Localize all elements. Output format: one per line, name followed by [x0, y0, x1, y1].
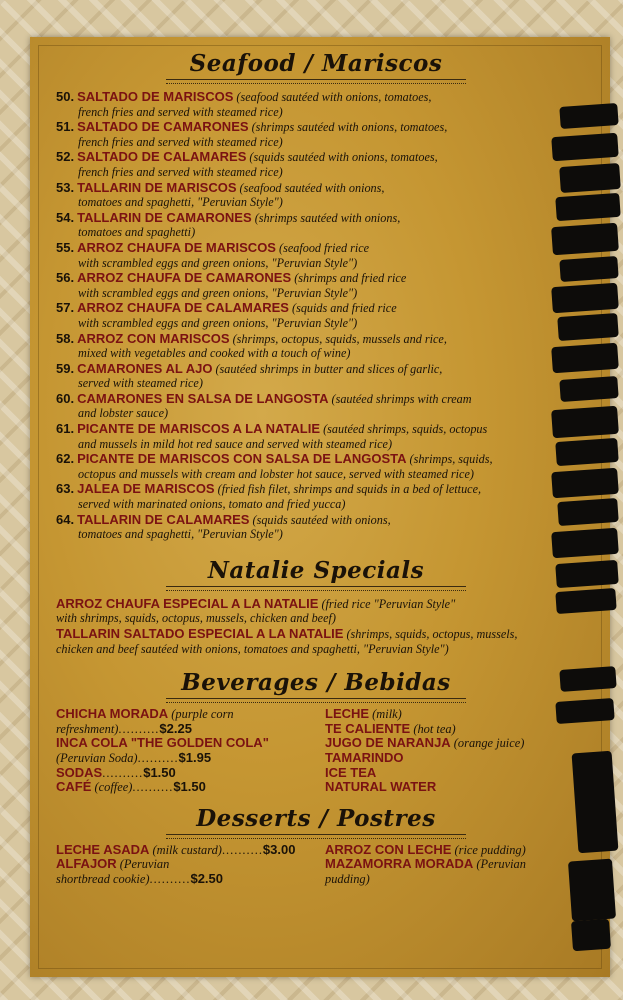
drink-item [56, 857, 307, 886]
item-number: 50. [56, 89, 75, 104]
item-description-cont: served with marinated onions, tomato and fried yucca) [78, 497, 346, 512]
item-name: TALLARIN DE CAMARONES [77, 209, 252, 225]
item-name: TALLARIN SALTADO ESPECIAL A LA NATALIE [56, 626, 344, 641]
item-name: ARROZ CON LECHE [325, 841, 452, 857]
menu-item [56, 513, 576, 542]
item-description: (Peruvian [476, 857, 526, 872]
beverages-right-column [325, 707, 576, 795]
desserts-title-text: Desserts / Postres [196, 804, 436, 832]
item-name: ALFAJOR [56, 856, 117, 872]
item-description-cont: served with steamed rice) [78, 376, 203, 391]
specials-list [56, 597, 576, 656]
item-name: SODAS [56, 764, 103, 780]
item-description: (shrimps sautéed with onions, [254, 210, 401, 225]
special-item [56, 597, 576, 626]
menu-item [56, 301, 576, 330]
marker-stroke [551, 133, 619, 162]
item-description: (shrimps and fried rice [294, 271, 407, 286]
special-item [56, 627, 576, 656]
item-name: TALLARIN DE MARISCOS [77, 179, 237, 195]
item-description-cont: chicken and beef sautéed with onions, tomatoes and spaghetti, "Peruvian Style") [56, 641, 449, 656]
item-description: (milk) [372, 707, 402, 722]
item-name: ARROZ CHAUFA DE CAMARONES [77, 270, 292, 286]
marker-stroke [572, 751, 619, 854]
item-description: (seafood sautéed with onions, tomatoes, [236, 90, 432, 104]
item-description: (squids sautéed with onions, tomatoes, [249, 150, 438, 165]
item-name: SALTADO DE CAMARONES [77, 119, 249, 135]
marker-stroke [557, 498, 619, 526]
item-description: (orange juice) [453, 736, 525, 751]
marker-stroke [551, 343, 619, 374]
item-price: $1.50 [173, 779, 206, 795]
menu-content [56, 50, 576, 887]
item-number: 57. [56, 300, 75, 316]
item-description: (shrimps, squids, [409, 452, 493, 467]
desserts-left-column [56, 843, 307, 887]
item-description: (fried fish filet, shrimps and squids in a bed of lettuce, [217, 482, 482, 497]
menu-item [56, 181, 576, 210]
item-name: TE CALIENTE [325, 720, 411, 736]
item-name: ARROZ CHAUFA DE CALAMARES [77, 300, 289, 316]
item-name: TALLARIN DE CALAMARES [77, 511, 250, 527]
item-description: (purple corn [171, 707, 234, 722]
item-description: (sautéed shrimps in butter and slices of garlic, [215, 361, 443, 376]
drink-item [325, 780, 576, 795]
drink-item [325, 766, 576, 781]
drink-item [325, 707, 576, 722]
beverages-title [56, 669, 576, 703]
item-number: 54. [56, 209, 75, 225]
item-description: (seafood sautéed with onions, [239, 180, 385, 195]
drink-item [56, 843, 307, 858]
item-description-cont: (Peruvian Soda) [56, 750, 138, 765]
item-description: (milk custard) [152, 842, 222, 857]
menu-item [56, 332, 576, 361]
beverages-title-text: Beverages / Bebidas [181, 669, 451, 697]
item-description: (Peruvian [119, 857, 170, 872]
item-price: $2.50 [190, 870, 224, 886]
item-description: (hot tea) [413, 721, 456, 736]
item-name: ARROZ CHAUFA DE MARISCOS [77, 239, 276, 255]
item-name: CAMARONES AL AJO [77, 360, 213, 376]
menu-item [56, 482, 576, 511]
item-number: 59. [56, 360, 75, 376]
menu-item [56, 241, 576, 270]
marker-stroke [551, 283, 619, 314]
item-description: (sautéed shrimps with cream [331, 391, 472, 406]
item-number: 64. [56, 511, 75, 527]
item-name: PICANTE DE MARISCOS CON SALSA DE LANGOSTA [77, 451, 407, 467]
marker-stroke [559, 666, 616, 692]
item-description-cont: with scrambled eggs and green onions, "Peruvian Style") [78, 255, 358, 270]
marker-stroke [551, 468, 619, 499]
item-number: 63. [56, 481, 75, 497]
item-name: CHICHA MORADA [56, 706, 169, 722]
marker-stroke [559, 376, 618, 402]
item-name: TAMARINDO [325, 749, 404, 765]
drink-item [56, 736, 307, 765]
item-description: (squids sautéed with onions, [252, 512, 391, 527]
leader-dots: .......... [137, 750, 179, 765]
drink-item [56, 780, 307, 795]
leader-dots: .......... [132, 780, 174, 795]
item-number: 51. [56, 119, 75, 135]
item-description-cont: tomatoes and spaghetti) [78, 225, 196, 240]
item-description: (sautéed shrimps, squids, octopus [323, 422, 488, 437]
marker-stroke [559, 103, 618, 129]
drink-item [325, 736, 576, 751]
menu-item [56, 271, 576, 300]
specials-title-text: Natalie Specials [207, 556, 425, 584]
item-description: (shrimps, squids, octopus, mussels, [346, 627, 518, 641]
drink-item [325, 857, 576, 886]
marker-stroke [551, 223, 619, 256]
item-name: JUGO DE NARANJA [325, 735, 451, 751]
item-number: 62. [56, 451, 75, 467]
item-description-cont: and mussels in mild hot red sauce and served with steamed rice) [78, 436, 393, 451]
item-description-cont: tomatoes and spaghetti, "Peruvian Style") [78, 195, 283, 210]
item-number: 60. [56, 390, 75, 406]
item-name: SALTADO DE CALAMARES [77, 149, 247, 165]
beverages-grid [56, 707, 576, 795]
item-name: CAFÉ [56, 779, 92, 795]
leader-dots: .......... [149, 871, 191, 886]
marker-stroke [555, 560, 619, 588]
item-name: MAZAMORRA MORADA [325, 856, 474, 872]
item-description-cont: refreshment) [56, 721, 119, 736]
item-name: ICE TEA [325, 764, 377, 780]
seafood-title-text: Seafood / Mariscos [189, 50, 443, 77]
menu-item [56, 120, 576, 149]
marker-stroke [551, 528, 619, 559]
desserts-title [56, 805, 576, 839]
item-name: LECHE [325, 706, 370, 722]
item-name: JALEA DE MARISCOS [77, 481, 215, 497]
item-description: (squids and fried rice [292, 301, 397, 316]
marker-stroke [559, 256, 618, 282]
drink-item [325, 751, 576, 766]
item-description: (shrimps, octopus, squids, mussels and rice, [232, 331, 447, 346]
item-price: $3.00 [262, 841, 296, 857]
drink-item [325, 722, 576, 737]
item-description: (seafood fried rice [279, 240, 370, 255]
leader-dots: .......... [118, 721, 160, 736]
item-number: 56. [56, 270, 75, 286]
specials-title [56, 557, 576, 591]
item-name: LECHE ASADA [56, 841, 150, 857]
item-name: NATURAL WATER [325, 779, 437, 795]
marker-stroke [568, 859, 616, 922]
drink-item [56, 707, 307, 736]
menu-item [56, 211, 576, 240]
item-description: (shrimps sautéed with onions, tomatoes, [251, 120, 448, 135]
marker-stroke [557, 313, 619, 341]
desserts-right-column [325, 843, 576, 887]
item-description-cont: and lobster sauce) [78, 406, 169, 421]
item-name: ARROZ CON MARISCOS [77, 330, 230, 346]
item-description-cont: pudding) [325, 871, 370, 886]
item-number: 55. [56, 239, 75, 255]
item-name: CAMARONES EN SALSA DE LANGOSTA [77, 390, 329, 406]
marker-stroke [559, 163, 621, 193]
item-description-cont: shortbread cookie) [56, 871, 150, 886]
item-description-cont: french fries and served with steamed rice) [78, 134, 283, 149]
item-number: 52. [56, 149, 75, 165]
marker-stroke [555, 588, 616, 614]
menu-item [56, 362, 576, 391]
item-number: 53. [56, 179, 75, 195]
item-name: ARROZ CHAUFA ESPECIAL A LA NATALIE [56, 595, 319, 611]
drink-item [325, 843, 576, 858]
leader-dots: .......... [221, 842, 263, 857]
item-name: INCA COLA "THE GOLDEN COLA" [56, 735, 269, 751]
marker-stroke [555, 193, 621, 221]
item-price: $1.95 [178, 749, 212, 765]
item-description: (fried rice "Peruvian Style" [321, 596, 456, 611]
seafood-title [56, 50, 576, 84]
desserts-grid [56, 843, 576, 887]
menu-item [56, 150, 576, 179]
beverages-left-column [56, 707, 307, 795]
item-name: SALTADO DE MARISCOS [77, 89, 234, 104]
marker-stroke [551, 406, 619, 439]
item-number: 58. [56, 330, 75, 346]
marker-stroke [555, 438, 619, 466]
item-description: (rice pudding) [454, 842, 526, 857]
item-description-cont: mixed with vegetables and cooked with a touch of wine) [78, 346, 351, 361]
item-name: PICANTE DE MARISCOS A LA NATALIE [77, 421, 321, 437]
item-description-cont: with scrambled eggs and green onions, "Peruvian Style") [78, 285, 358, 300]
menu-item [56, 422, 576, 451]
seafood-list [56, 90, 576, 542]
item-description-cont: french fries and served with steamed rice) [78, 164, 283, 179]
item-number: 61. [56, 421, 75, 437]
leader-dots: .......... [102, 765, 144, 780]
menu-item [56, 452, 576, 481]
item-price: $2.25 [159, 720, 192, 736]
marker-stroke [571, 919, 611, 952]
item-description-cont: with shrimps, squids, octopus, mussels, chicken and beef) [56, 611, 336, 626]
item-description-cont: with scrambled eggs and green onions, "Peruvian Style") [78, 315, 358, 330]
item-description: (coffee) [94, 780, 133, 795]
item-description-cont: french fries and served with steamed rice) [78, 104, 283, 119]
marker-stroke [555, 698, 614, 724]
menu-item [56, 392, 576, 421]
drink-item [56, 766, 307, 781]
item-description-cont: octopus and mussels with cream and lobster hot sauce, served with steamed rice) [78, 466, 474, 481]
item-price: $1.50 [143, 764, 176, 780]
item-description-cont: tomatoes and spaghetti, "Peruvian Style") [78, 527, 283, 542]
menu-item [56, 90, 576, 119]
